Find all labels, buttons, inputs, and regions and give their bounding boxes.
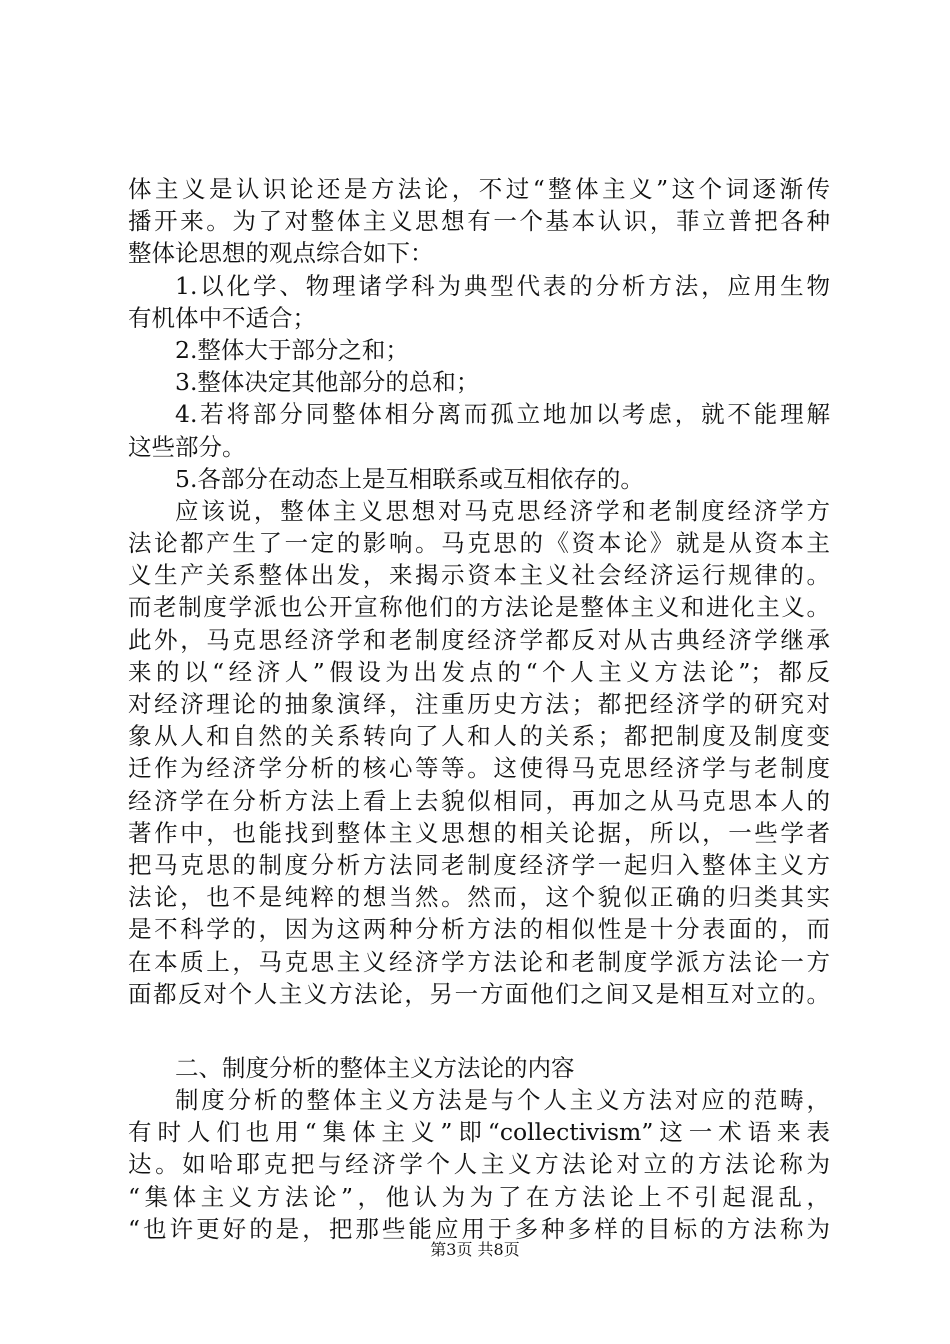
list-item-1: 1.以化学、物理诸学科为典型代表的分析方法，应用生物: [175, 271, 830, 300]
text-line: 而老制度学派也公开宣称他们的方法论是整体主义和进化主义。: [128, 593, 830, 622]
list-item-3: 3.整体决定其他部分的总和；: [175, 368, 480, 397]
text-line: 来的以“经济人”假设为出发点的“个人主义方法论”；都反: [128, 657, 830, 686]
text-line: 在本质上，马克思主义经济学方法论和老制度学派方法论一方: [128, 947, 830, 976]
list-item-5: 5.各部分在动态上是互相联系或互相依存的。: [175, 464, 644, 493]
text-line: 体主义是认识论还是方法论，不过“整体主义”这个词逐渐传: [128, 175, 830, 203]
text-line: 法论都产生了一定的影响。马克思的《资本论》就是从资本主: [128, 529, 830, 558]
text-line: 面都反对个人主义方法论，另一方面他们之间又是相互对立的。: [128, 979, 830, 1008]
text-line: 经济学在分析方法上看上去貌似相同，再加之从马克思本人的: [128, 786, 830, 815]
list-item-2: 2.整体大于部分之和；: [175, 335, 409, 364]
text-line: 有机体中不适合；: [128, 303, 316, 332]
paragraph-start: 制度分析的整体主义方法是与个人主义方法对应的范畴，: [175, 1086, 830, 1115]
text-line: 播开来。为了对整体主义思想有一个基本认识，菲立普把各种: [128, 207, 830, 236]
text-line: 整体论思想的观点综合如下：: [128, 239, 434, 268]
page-footer: 第3页 共8页: [430, 1240, 520, 1259]
text-line: 义生产关系整体出发，来揭示资本主义社会经济运行规律的。: [128, 561, 830, 590]
text-line: 此外，马克思经济学和老制度经济学都反对从古典经济学继承: [128, 625, 830, 654]
list-item-4: 4.若将部分同整体相分离而孤立地加以考虑，就不能理解: [175, 400, 830, 429]
text-line: 迁作为经济学分析的核心等等。这使得马克思经济学与老制度: [128, 754, 830, 783]
paragraph-start: 应该说，整体主义思想对马克思经济学和老制度经济学方: [175, 496, 830, 525]
text-line: 达。如哈耶克把与经济学个人主义方法论对立的方法论称为: [128, 1150, 830, 1179]
text-line: 把马克思的制度分析方法同老制度经济学一起归入整体主义方: [128, 850, 830, 879]
section-heading: 二、制度分析的整体主义方法论的内容: [175, 1053, 575, 1082]
section-gap: [128, 1010, 830, 1052]
text-line: “也许更好的是，把那些能应用于多种多样的目标的方法称为: [128, 1214, 830, 1243]
text-line: “集体主义方法论”，他认为为了在方法论上不引起混乱，: [128, 1182, 830, 1211]
text-line: 这些部分。: [128, 432, 246, 461]
text-line: 有时人们也用“集体主义”即“collectivism”这一术语来表: [128, 1118, 830, 1147]
document-body: [128, 173, 830, 1245]
text-line: 象从人和自然的关系转向了人和人的关系；都把制度及制度变: [128, 722, 830, 751]
text-line: 对经济理论的抽象演绎，注重历史方法；都把经济学的研究对: [128, 690, 830, 718]
text-line: 法论，也不是纯粹的想当然。然而，这个貌似正确的归类其实: [128, 883, 830, 912]
text-line: 是不科学的，因为这两种分析方法的相似性是十分表面的，而: [128, 915, 830, 944]
text-line: 著作中，也能找到整体主义思想的相关论据，所以，一些学者: [128, 818, 830, 847]
